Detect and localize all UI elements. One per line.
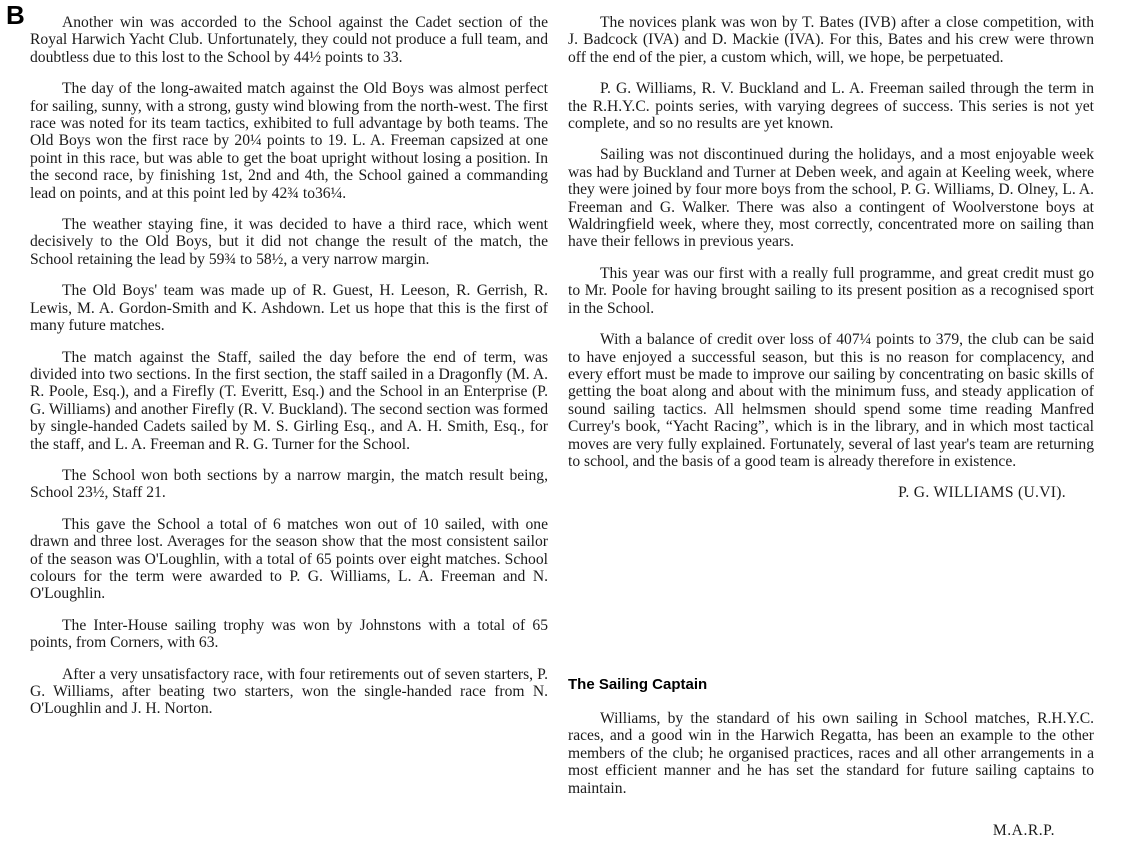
paragraph-sailing-captain: Williams, by the standard of his own sailing in School matches, R.H.Y.C. races, and a good win in the Harwich Regatta, has been an example to the other members of the club; he organised practices, races and all other arrangements in a most efficient manner and he has set the standard for future sailing captains to maintain.: [568, 710, 1094, 797]
paragraph-season-balance: With a balance of credit over loss of 407¼ points to 379, the club can be said to have enjoyed a successful season, but this is no reason for complacency, and every effort must be made to improve our sailing by concentrating on basic skills of getting the boat along and about with the minimum fuss, and steady application of sound sailing tactics. All helmsmen should spend some time reading Manfred Currey's book, “Yacht Racing”, which is in the library, and in which most tactical moves are very fully explained. Fortunately, several of last year's team are returning to school, and the basis of a good team is already therefore in existence.: [568, 331, 1094, 470]
paragraph-old-boys-match: The day of the long-awaited match against the Old Boys was almost perfect for sailing, sunny, with a strong, gusty wind blowing from the north-west. The first race was noted for its team tactics, exhibited to full advantage by both teams. The Old Boys won the first race by 20¼ points to 19. L. A. Freeman capsized at one point in this race, but was able to get the boat upright without losing a position. In the second race, by finishing 1st, 2nd and 4th, the School gained a commanding lead on points, and at this point led by 42¾ to36¼.: [30, 80, 548, 202]
paragraph-third-race: The weather staying fine, it was decided to have a third race, which went decisively to the Old Boys, but it did not change the result of the match, the School retaining the lead by 59¾ to 58½, a very narrow margin.: [30, 216, 548, 268]
right-column: [568, 14, 1094, 502]
paragraph-old-boys-team: The Old Boys' team was made up of R. Guest, H. Leeson, R. Gerrish, R. Lewis, M. A. Gordon-Smith and K. Ashdown. Let us hope that this is the first of many future matches.: [30, 282, 548, 335]
paragraph-season-summary: This gave the School a total of 6 matches won out of 10 sailed, with one drawn and three lost. Averages for the season show that the most consistent sailor of the season was O'Loughlin, with a total of 65 points over eight matches. School colours for the term were awarded to P. G. Williams, L. A. Freeman and N. O'Loughlin.: [30, 515, 548, 603]
paragraph-novices-plank: The novices plank was won by T. Bates (IVB) after a close competition, with J. Badcock (IVA) and D. Mackie (IVA). For this, Bates and his crew were thrown off the end of the pier, a custom which, will, we hope, be perpetuated.: [568, 14, 1094, 66]
paragraph-programme: This year was our first with a really full programme, and great credit must go to Mr. Poole for having brought sailing to its present position as a recognised sport in the School.: [568, 264, 1094, 317]
author-initials: M.A.R.P.: [992, 822, 1055, 839]
paragraph-cadet-match: Another win was accorded to the School against the Cadet section of the Royal Harwich Yacht Club. Unfortunately, they could not produce a full team, and doubtless due to this lost to the School by 44½ points to 33.: [30, 14, 548, 66]
paragraph-single-handed: After a very unsatisfactory race, with four retirements out of seven starters, P. G. Williams, after beating two starters, won the single-handed race from N. O'Loughlin and J. H. Norton.: [30, 665, 548, 718]
section-heading-sailing-captain: The Sailing Captain: [568, 676, 708, 693]
left-column: [30, 14, 548, 732]
figure-label: B: [6, 0, 25, 30]
paragraph-holidays: Sailing was not discontinued during the holidays, and a most enjoyable week was had by Buckland and Turner at Deben week, and again at Keeling week, where they were joined by four more boys from the school, P. G. Williams, D. Olney, L. A. Freeman and G. Walker. There was also a contingent of Woolverstone boys at Waldringfield week, where they, most correctly, concentrated more on sailing than have their fellows in previous years.: [568, 146, 1094, 251]
paragraph-inter-house: The Inter-House sailing trophy was won by Johnstons with a total of 65 points, from Corners, with 63.: [30, 616, 548, 652]
paragraph-points-series: P. G. Williams, R. V. Buckland and L. A. Freeman sailed through the term in the R.H.Y.C. points series, with varying degrees of success. This series is not yet complete, and so no results are yet known.: [568, 80, 1094, 133]
paragraph-staff-result: The School won both sections by a narrow margin, the match result being, School 23½, Staff 21.: [30, 466, 548, 502]
author-signature: P. G. WILLIAMS (U.VI).: [898, 484, 1066, 502]
paragraph-staff-match: The match against the Staff, sailed the day before the end of term, was divided into two sections. In the first section, the staff sailed in a Dragonfly (M. A. R. Poole, Esq.), and a Firefly (T. Everitt, Esq.) and the School in an Enterprise (P. G. Williams) and another Firefly (R. V. Buckland). The second section was formed by single-handed Cadets sailed by M. S. Girling Esq., and A. H. Smith, Esq., for the staff, and L. A. Freeman and R. G. Turner for the School.: [30, 348, 548, 453]
sailing-captain-section: [568, 710, 1094, 797]
